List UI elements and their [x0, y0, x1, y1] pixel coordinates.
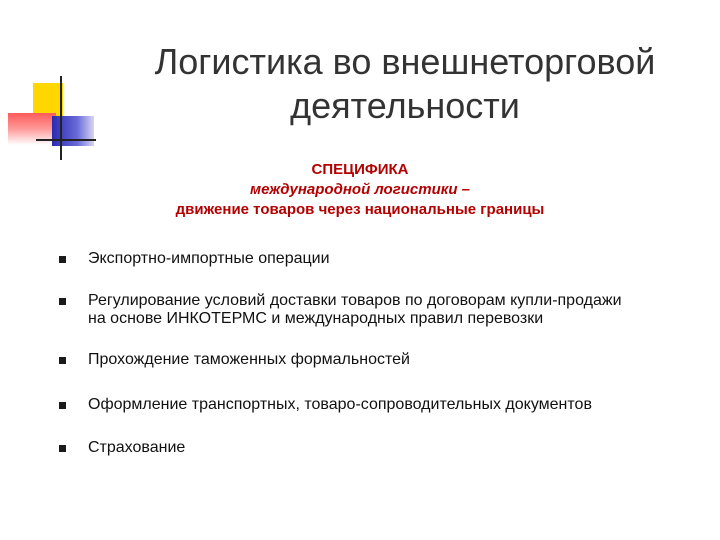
title-line-2: деятельности: [290, 85, 520, 126]
title-line-1: Логистика во внешнеторговой: [154, 41, 656, 82]
slide-subtitle: [90, 160, 630, 220]
subtitle-line-3: движение товаров через национальные границы: [175, 201, 545, 218]
slide-title: [110, 40, 700, 128]
bullet-text: Экспортно-импортные операции: [88, 250, 330, 267]
bullet-text: Прохождение таможенных формальностей: [88, 351, 410, 368]
bullet-text-line-1: Регулирование условий доставки товаров по договорам купли-продажи: [88, 292, 622, 309]
bullet-marker-icon: [59, 445, 66, 452]
bullet-marker-icon: [59, 357, 66, 364]
bullet-marker-icon: [59, 298, 66, 305]
decorative-blocks: [0, 0, 110, 170]
subtitle-line-2: международной логистики –: [249, 181, 471, 198]
bullet-text-line-2: на основе ИНКОТЕРМС и международных правил перевозки: [88, 310, 544, 327]
vertical-rule: [60, 76, 62, 160]
bullet-text: Страхование: [88, 439, 186, 456]
subtitle-line-1: СПЕЦИФИКА: [311, 161, 409, 178]
blue-block: [52, 116, 94, 146]
horizontal-rule: [36, 139, 96, 141]
bullet-text: Оформление транспортных, товаро-сопроводительных документов: [88, 396, 592, 413]
bullet-marker-icon: [59, 256, 66, 263]
bullet-marker-icon: [59, 402, 66, 409]
